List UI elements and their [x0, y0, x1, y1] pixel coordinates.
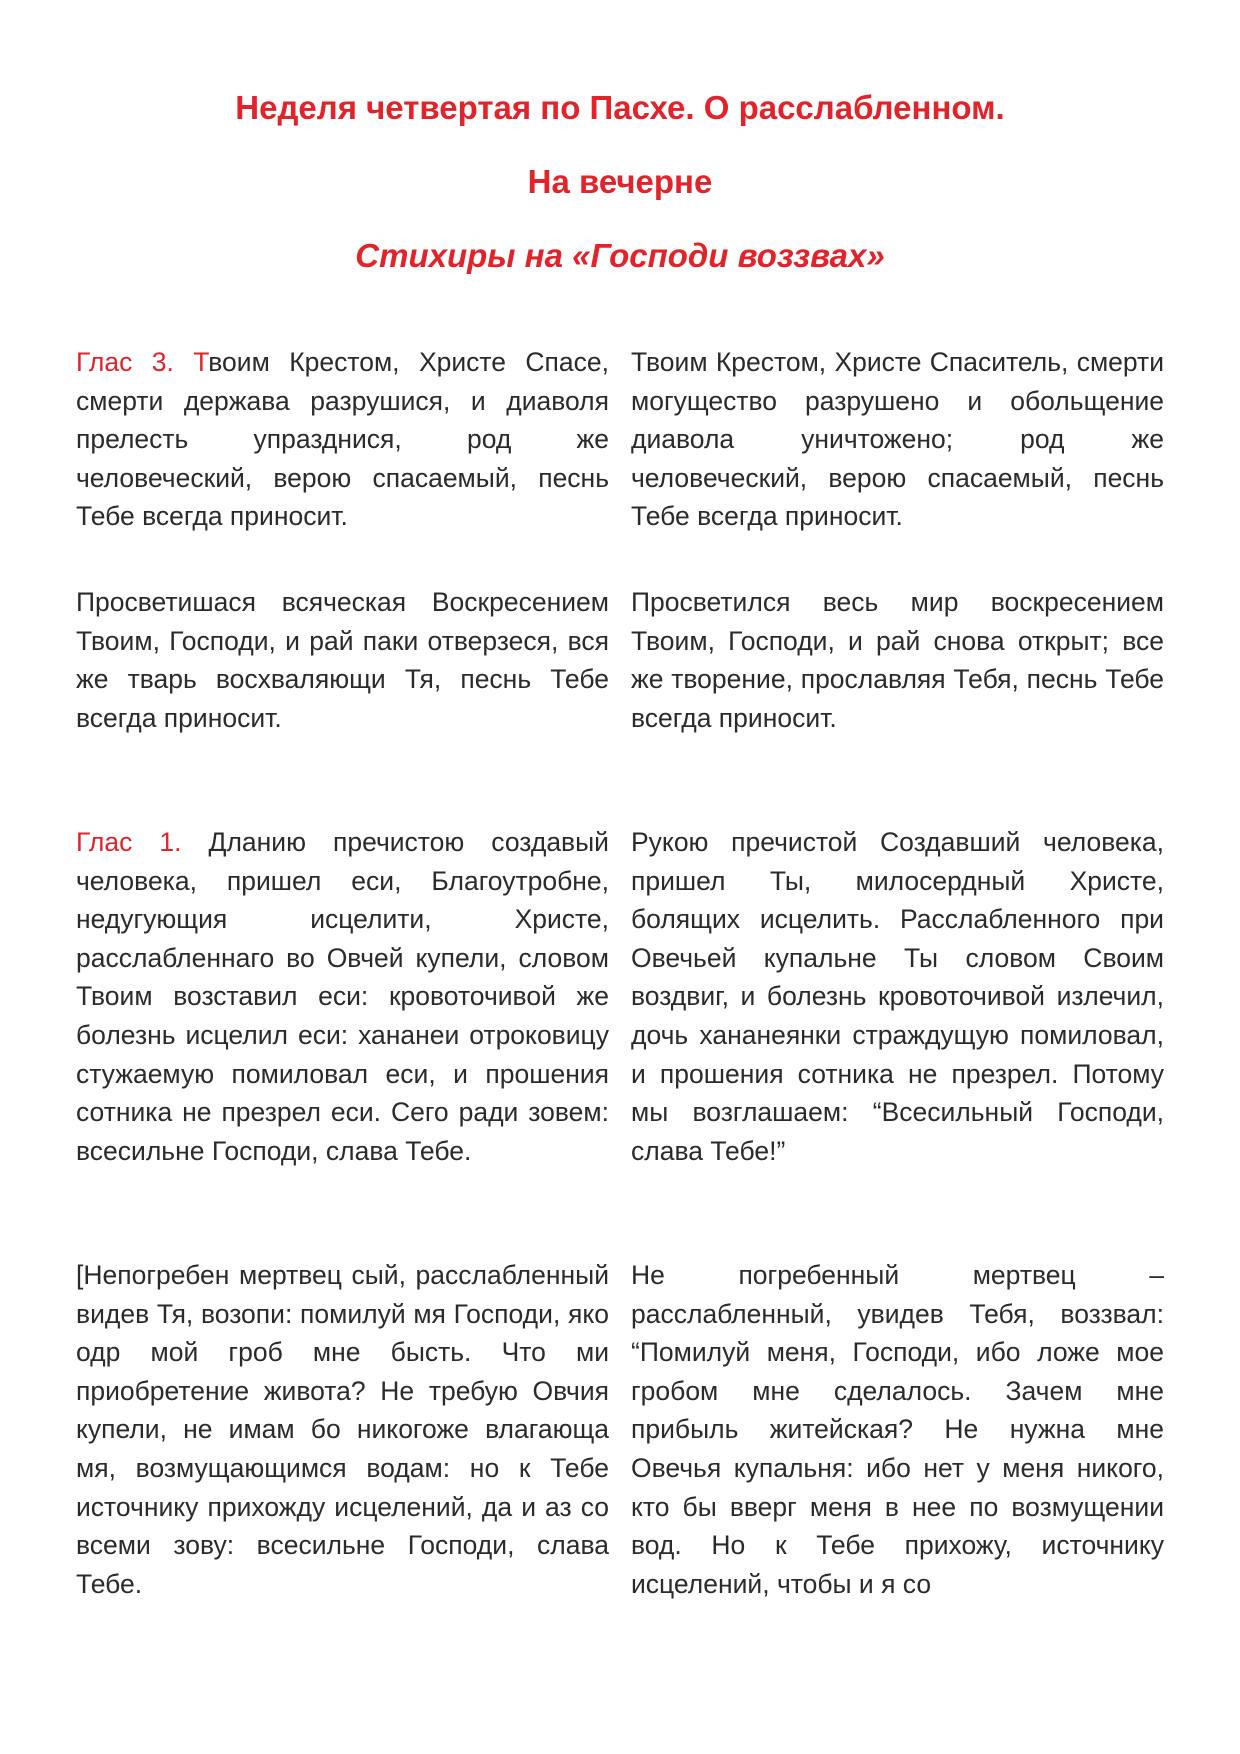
left-paragraph-4 — [76, 1256, 609, 1603]
paragraph-text: Дланию пречистою создавый человека, пришел еси, Благоутробне, недугующия исцелити, Христе, расслабленнаго во Овчей купели, словом Твоим возставил еси: кровоточивой же болезнь исцелил еси: хананеи отроковицу стужаемую помиловал еси, и прошения сотника не презрел еси. Сего ради зовем: всесильне Господи, слава Тебе. — [76, 827, 609, 1166]
right-paragraph-2 — [631, 583, 1164, 737]
right-paragraph-4 — [631, 1256, 1164, 1603]
page-subtitle: На вечерне — [527, 163, 713, 200]
paragraph-text: Просветишася всяческая Воскресением Твоим, Господи, и рай паки отверзеся, вся же тварь восхваляющи Тя, песнь Тебе всегда приносит. — [76, 587, 609, 733]
left-paragraph-1 — [76, 343, 609, 536]
paragraph-text: Просветился весь мир воскресением Твоим, Господи, и рай снова открыт; все же творение, прославляя Тебя, песнь Тебе всегда приносит. — [631, 587, 1164, 733]
paragraph-text: [Непогребен мертвец сый, расслабленный видев Тя, возопи: помилуй мя Господи, яко одр мой гроб мне бысть. Что ми приобретение живота? Не требую Овчия купели, не имам бо никогоже влагающа мя, возмущающимся водам: но к Тебе источнику прихожду исцелений, да и аз со всеми зову: всесильне Господи, слава Тебе. — [76, 1260, 609, 1599]
paragraph-text: Рукою пречистой Создавший человека, пришел Ты, милосердный Христе, болящих исцелить. Расслабленного при Овечьей купальне Ты словом Своим воздвиг, и болезнь кровоточивой излечил, дочь хананеянки страждущую помиловал, и прошения сотника не презрел. Потому мы возглашаем: “Всесильный Господи, слава Тебе!” — [631, 827, 1164, 1166]
left-paragraph-2 — [76, 583, 609, 737]
left-paragraph-3 — [76, 823, 609, 1170]
right-paragraph-1 — [631, 343, 1164, 536]
section-heading: Стихиры на «Господи воззвах» — [355, 237, 885, 274]
tone-label: Глас 1. — [76, 827, 209, 857]
paragraph-text: воим Крестом, Христе Спасе, смерти держава разрушися, и диаволя прелесть упразднися, род же человеческий, верою спасаемый, песнь Тебе всегда приносит. — [76, 347, 609, 532]
right-paragraph-3 — [631, 823, 1164, 1170]
paragraph-text: Твоим Крестом, Христе Спаситель, смерти могущество разрушено и обольщение диавола уничтожено; род же человеческий, верою спасаемый, песнь Тебе всегда приносит. — [631, 347, 1164, 532]
page-title: Неделя четвертая по Пасхе. О расслабленном. — [235, 89, 1005, 126]
tone-label: Глас 3. Т — [76, 347, 209, 377]
paragraph-text: Не погребенный мертвец – расслабленный, увидев Тебя, воззвал: “Помилуй меня, Господи, ибо ложе мое гробом мне сделалось. Зачем мне прибыль житейская? Не нужна мне Овечья купальня: ибо нет у меня никого, кто бы вверг меня в нее по возмущении вод. Но к Тебе прихожу, источнику исцелений, чтобы и я со — [631, 1260, 1164, 1599]
